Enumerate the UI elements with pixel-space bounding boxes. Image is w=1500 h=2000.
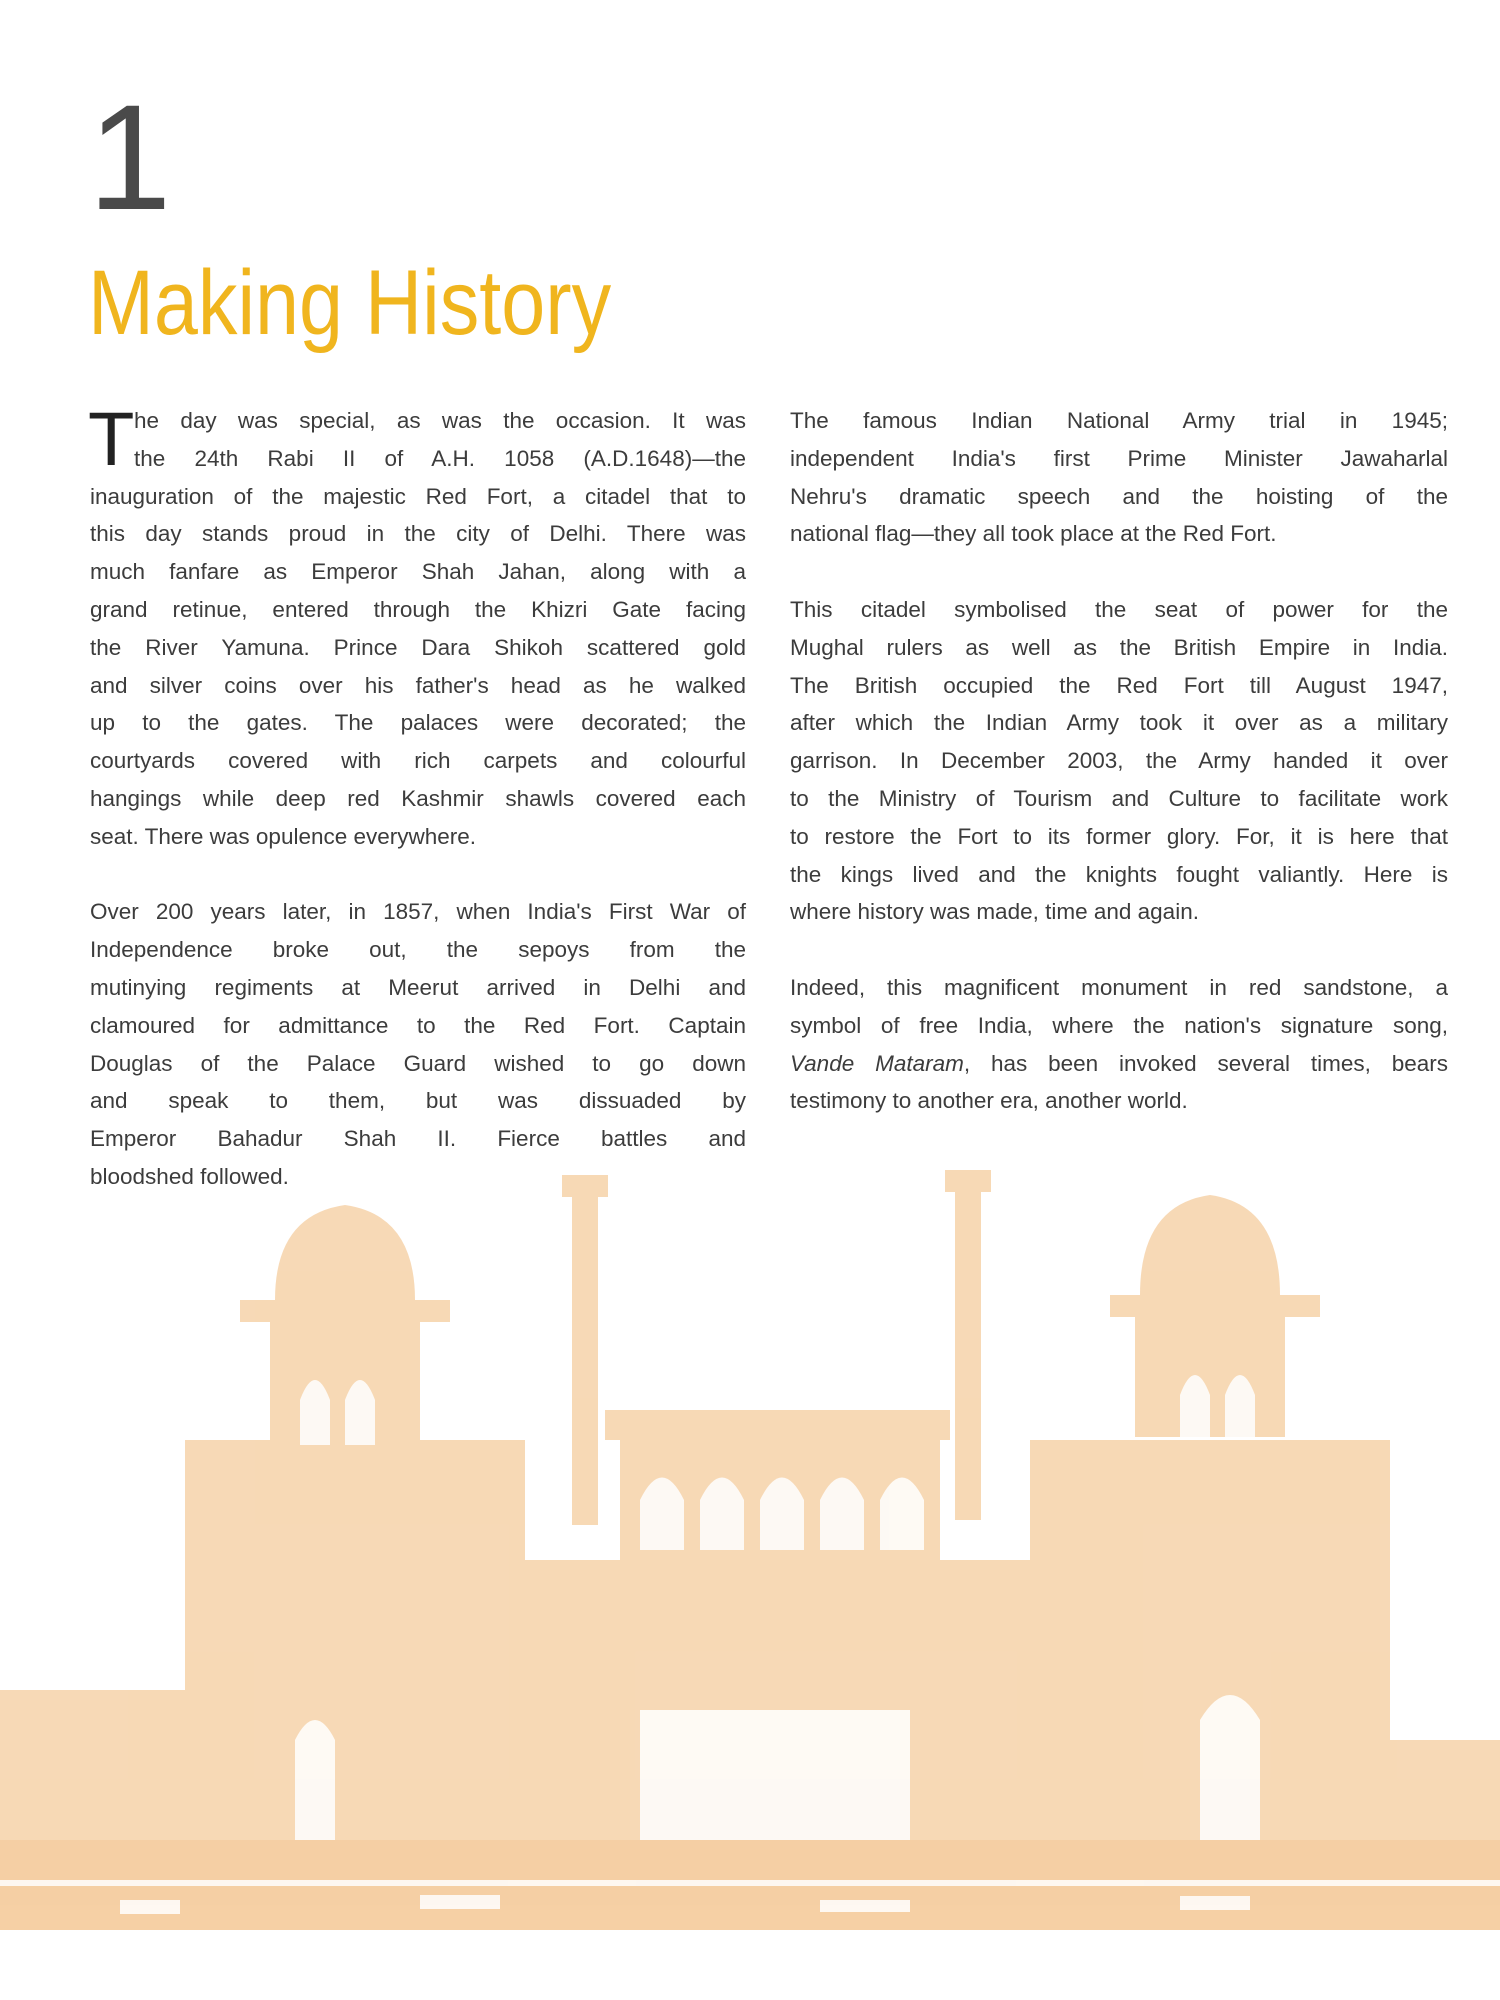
paragraph [790, 591, 1448, 931]
right-column [790, 402, 1448, 1158]
text-line: inauguration of the majestic Red Fort, a citadel that to [90, 483, 746, 509]
drop-cap: T [88, 397, 135, 482]
italic-title: Vande Mataram [790, 1050, 964, 1076]
text-line: The British occupied the Red Fort till August 1947, [790, 672, 1448, 698]
text-line: Over 200 years later, in 1857, when India's First War of [90, 899, 746, 925]
text-line: much fanfare as Emperor Shah Jahan, along with a [90, 559, 746, 585]
text-line: the 24th Rabi II of A.H. 1058 (A.D.1648)—the [134, 445, 746, 471]
text-line: This citadel symbolised the seat of power for the [790, 596, 1448, 622]
text-line: bloodshed followed. [90, 1163, 289, 1189]
text-line: Mughal rulers as well as the British Empire in India. [790, 634, 1448, 660]
text-line: and speak to them, but was dissuaded by [90, 1088, 746, 1114]
text-line: The famous Indian National Army trial in 1945; [790, 408, 1448, 433]
text-line: testimony to another era, another world. [790, 1088, 1188, 1114]
text-line: national flag—they all took place at the Red Fort. [790, 521, 1277, 547]
text-line [790, 1045, 1448, 1083]
paragraph [790, 402, 1448, 553]
text-line: grand retinue, entered through the Khizri Gate facing [90, 596, 746, 622]
paragraph [88, 397, 746, 856]
text-line: Douglas of the Palace Guard wished to go down [90, 1050, 746, 1076]
text-line: clamoured for admittance to the Red Fort. Captain [90, 1012, 746, 1038]
text-line: this day stands proud in the city of Delhi. There was [90, 521, 746, 547]
text-line: symbol of free India, where the nation's signature song, [790, 1012, 1448, 1038]
text-segment: , has been invoked several times, bears [963, 1050, 1448, 1076]
paragraph [90, 893, 746, 1195]
text-line: Nehru's dramatic speech and the hoisting of the [790, 483, 1448, 509]
text-line: the kings lived and the knights fought valiantly. Here is [790, 861, 1448, 887]
text-line: Indeed, this magnificent monument in red sandstone, a [790, 974, 1448, 1000]
text-line: garrison. In December 2003, the Army handed it over [790, 748, 1448, 774]
text-line: Emperor Bahadur Shah II. Fierce battles and [90, 1126, 746, 1152]
paragraph [790, 969, 1448, 1120]
text-line: hangings while deep red Kashmir shawls covered each [90, 785, 746, 811]
text-line: Independence broke out, the sepoys from the [90, 937, 746, 963]
left-column [88, 397, 746, 1234]
chapter-number: 1 [88, 73, 168, 241]
text-line: the River Yamuna. Prince Dara Shikoh scattered gold [90, 634, 746, 660]
text-line: courtyards covered with rich carpets and colourful [90, 748, 746, 774]
text-line: to restore the Fort to its former glory. For, it is here that [790, 823, 1448, 849]
text-line: seat. There was opulence everywhere. [90, 823, 477, 849]
text-line: up to the gates. The palaces were decorated; the [90, 710, 746, 736]
text-line: to the Ministry of Tourism and Culture to facilitate work [790, 785, 1448, 811]
text-line: where history was made, time and again. [790, 899, 1199, 925]
chapter-title: Making History [88, 252, 612, 354]
text-line: and silver coins over his father's head as he walked [90, 672, 746, 698]
text-line: he day was special, as was the occasion. It was [134, 408, 746, 433]
text-line: independent India's first Prime Minister Jawaharlal [790, 445, 1448, 471]
text-line: mutinying regiments at Meerut arrived in Delhi and [90, 974, 746, 1000]
text-line: after which the Indian Army took it over as a military [790, 710, 1448, 736]
